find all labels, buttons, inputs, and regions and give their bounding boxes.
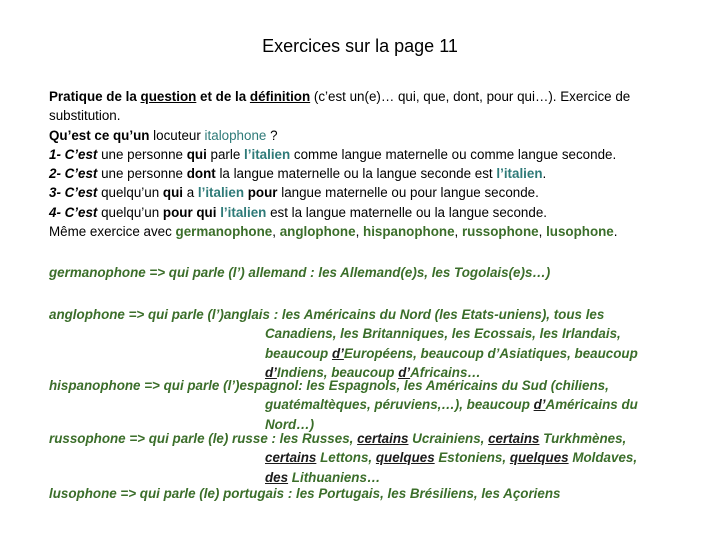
- germanophone-section: [49, 263, 669, 282]
- separator: ,: [454, 224, 462, 240]
- russophone-text: Turkhmènes,: [539, 431, 627, 446]
- answer-number: 1- C’est: [49, 146, 98, 162]
- answer-text: a: [183, 185, 198, 201]
- anglophone-line-3: [49, 344, 669, 363]
- answer-text: parle: [206, 146, 245, 162]
- instructions-block: [49, 87, 664, 241]
- underlined-word: certains: [488, 431, 540, 446]
- answer-text: quelqu’un: [97, 204, 163, 220]
- separator: ,: [538, 224, 547, 240]
- same-exercise-line: [49, 222, 664, 241]
- anglophone-section: [49, 305, 669, 382]
- underlined-word: d’: [398, 364, 411, 380]
- underlined-word: quelques: [375, 450, 435, 466]
- russophone-line-2: [49, 448, 669, 467]
- anglophone-text: Européens, beaucoup d’Asiatiques, beaucoup: [343, 345, 638, 361]
- answer-text: langue maternelle ou pour langue seconde.: [277, 185, 539, 201]
- answer-text: est la langue maternelle ou la langue seconde.: [266, 204, 547, 220]
- intro-text: et de la: [196, 89, 250, 104]
- russophone-text: russophone => qui parle (le) russe : les Russes,: [49, 431, 358, 446]
- russophone-text: Lithuaniens…: [288, 469, 381, 485]
- answer-keyword: qui: [186, 146, 207, 162]
- intro-definition-word: définition: [249, 89, 311, 104]
- anglophone-line-2: Canadiens, les Britanniques, les Ecossais, les Irlandais,: [265, 326, 621, 342]
- intro-question-word: question: [140, 89, 197, 104]
- answer-text: la langue maternelle ou la langue seconde est: [215, 166, 497, 182]
- hispanophone-text: Américains du: [545, 397, 638, 413]
- germanophone-word: germanophone: [175, 224, 273, 240]
- question-line: [49, 126, 664, 145]
- russophone-text: Moldaves,: [568, 450, 638, 466]
- italien-word: l’italien: [220, 204, 267, 220]
- hispanophone-word: hispanophone: [363, 224, 455, 240]
- italien-word: l’italien: [197, 185, 245, 201]
- underlined-word: d’: [533, 397, 546, 413]
- russophone-text: Estoniens,: [434, 450, 510, 466]
- anglophone-text: Africains…: [410, 364, 481, 380]
- underlined-word: quelques: [509, 450, 569, 466]
- underlined-word: d’: [331, 345, 344, 361]
- russophone-text: Lettons,: [316, 450, 376, 466]
- answer-line-1: [49, 145, 664, 164]
- underlined-word: d’: [265, 364, 277, 380]
- answer-line-3: [49, 183, 664, 202]
- hispanophone-line-3: Nord…): [265, 416, 315, 432]
- underlined-word: certains: [357, 431, 409, 446]
- separator: ,: [355, 224, 364, 240]
- answer-text: une personne: [97, 166, 187, 182]
- russophone-text: Ucrainiens,: [408, 431, 489, 446]
- russophone-line-1: [49, 429, 669, 448]
- lusophone-section: [49, 484, 669, 503]
- answer-keyword: qui: [162, 185, 183, 201]
- answer-line-4: [49, 203, 664, 222]
- anglophone-text: Indiens, beaucoup: [276, 364, 399, 380]
- anglophone-word: anglophone: [279, 224, 356, 240]
- separator: ,: [272, 224, 280, 240]
- italien-word: l’italien: [496, 166, 543, 182]
- answer-text: une personne: [97, 146, 187, 162]
- hispanophone-line-2: [49, 395, 669, 414]
- russophone-section: [49, 429, 669, 487]
- intro-text: Pratique de la: [49, 89, 141, 104]
- lusophone-word: lusophone: [546, 224, 614, 240]
- separator: .: [613, 224, 618, 240]
- question-text: locuteur: [149, 127, 205, 143]
- intro-paragraph: [49, 87, 664, 126]
- italien-word: l’italien: [244, 146, 291, 162]
- germanophone-line: germanophone => qui parle (l’) allemand : les Allemand(e)s, les Togolais(e)s…): [49, 265, 551, 280]
- same-exercise-text: Même exercice avec: [49, 224, 176, 240]
- hispanophone-text: guatémaltèques, péruviens,…), beaucoup: [265, 397, 534, 413]
- underlined-word: des: [265, 469, 289, 485]
- answer-text: quelqu’un: [97, 185, 163, 201]
- anglophone-line-1: anglophone => qui parle (l’)anglais : les Américains du Nord (les Etats-uniens), tous les: [49, 307, 605, 322]
- hispanophone-section: [49, 376, 669, 434]
- lusophone-line: lusophone => qui parle (le) portugais : les Portugais, les Brésiliens, les Açoriens: [49, 486, 561, 501]
- anglophone-text: beaucoup: [265, 345, 332, 361]
- russophone-word: russophone: [461, 224, 539, 240]
- answer-number: 2- C’est: [49, 166, 98, 182]
- answer-text: .: [542, 166, 547, 182]
- answer-number: 3- C’est: [49, 185, 98, 201]
- answer-keyword: pour: [244, 185, 278, 201]
- answer-line-2: [49, 164, 664, 183]
- italophone-word: italophone: [204, 127, 267, 143]
- question-text: ?: [266, 127, 278, 143]
- answer-keyword: pour qui: [162, 204, 217, 220]
- answer-number: 4- C’est: [49, 204, 98, 220]
- answer-text: comme langue maternelle ou comme langue seconde.: [290, 146, 617, 162]
- hispanophone-line-1: hispanophone => qui parle (l’)espagnol: les Espagnols, les Américains du Sud (chiliens,: [49, 378, 609, 393]
- question-text: Qu’est ce qu’un: [49, 127, 150, 143]
- page-title: Exercices sur la page 11: [262, 36, 458, 56]
- underlined-word: certains: [265, 450, 317, 466]
- answer-keyword: dont: [186, 166, 216, 182]
- intro-text: (c’est un(e)… qui, que, dont, pour qui…). Exercice de substitution.: [49, 89, 631, 124]
